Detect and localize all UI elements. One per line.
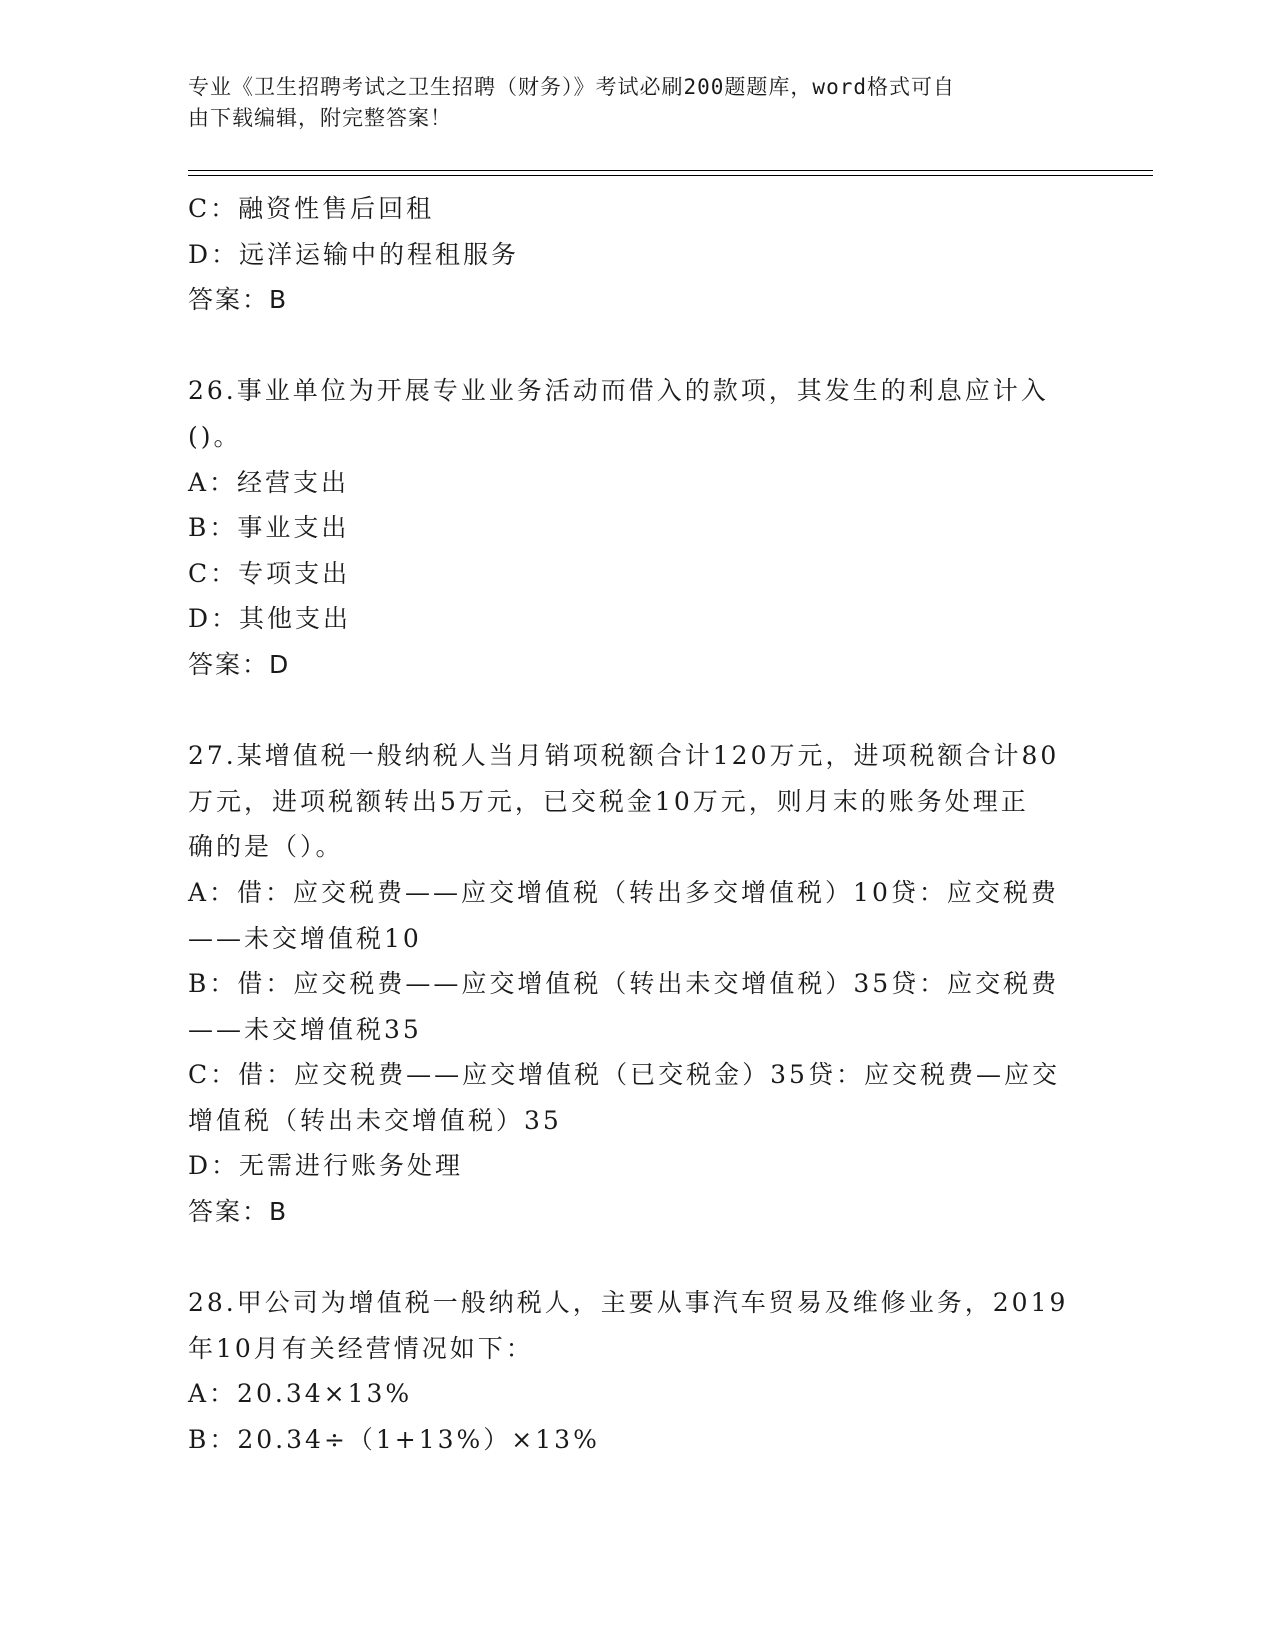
- question-28: [188, 1280, 1088, 1462]
- option-c: C：融资性售后回租: [188, 194, 435, 223]
- header-rule-bottom: [188, 175, 1153, 176]
- option-b-cont: ——未交增值税35: [188, 1014, 422, 1044]
- answer: 答案：D: [188, 649, 291, 679]
- question-26: [188, 368, 1088, 687]
- question-stem: 27.某增值税一般纳税人当月销项税额合计120万元，进项税额合计80: [188, 741, 1060, 771]
- option-b: B：20.34÷（1+13%）×13%: [188, 1425, 600, 1455]
- question-stem: 确的是（）。: [188, 832, 344, 862]
- question-25-tail: [188, 186, 1088, 323]
- option-d: D：远洋运输中的程租服务: [188, 239, 520, 269]
- question-stem: 28.甲公司为增值税一般纳税人，主要从事汽车贸易及维修业务，2019: [188, 1288, 1069, 1318]
- header-line-1: 专业《卫生招聘考试之卫生招聘（财务）》考试必刷200题题库，word格式可自: [188, 75, 955, 99]
- question-stem: 万元，进项税额转出5万元，已交税金10万元，则月末的账务处理正: [188, 786, 1029, 816]
- option-a: A：经营支出: [188, 467, 350, 497]
- header-line-2: 由下载编辑，附完整答案！: [188, 106, 452, 130]
- question-stem: 年10月有关经营情况如下：: [188, 1333, 534, 1363]
- answer: 答案：B: [188, 285, 289, 315]
- option-b: B：借：应交税费——应交增值税（转出未交增值税）35贷：应交税费: [188, 969, 1060, 999]
- option-d: D：其他支出: [188, 604, 352, 634]
- option-c: C：专项支出: [188, 558, 351, 588]
- option-c: C：借：应交税费——应交增值税（已交税金）35贷：应交税费—应交: [188, 1060, 1060, 1090]
- document-header: [188, 72, 1068, 134]
- option-d: D：无需进行账务处理: [188, 1151, 464, 1181]
- answer: 答案：B: [188, 1197, 289, 1227]
- option-c-cont: 增值税（转出未交增值税）35: [188, 1105, 562, 1135]
- option-b: B：事业支出: [188, 513, 350, 543]
- question-stem: ()。: [188, 421, 242, 451]
- question-content: [188, 186, 1088, 1463]
- option-a-cont: ——未交增值税10: [188, 923, 422, 953]
- question-stem: 26.事业单位为开展专业业务活动而借入的款项，其发生的利息应计入: [188, 376, 1049, 406]
- option-a: A：借：应交税费——应交增值税（转出多交增值税）10贷：应交税费: [188, 877, 1059, 907]
- header-rule-top: [188, 170, 1153, 171]
- question-27: [188, 733, 1088, 1235]
- option-a: A：20.34×13%: [188, 1379, 413, 1409]
